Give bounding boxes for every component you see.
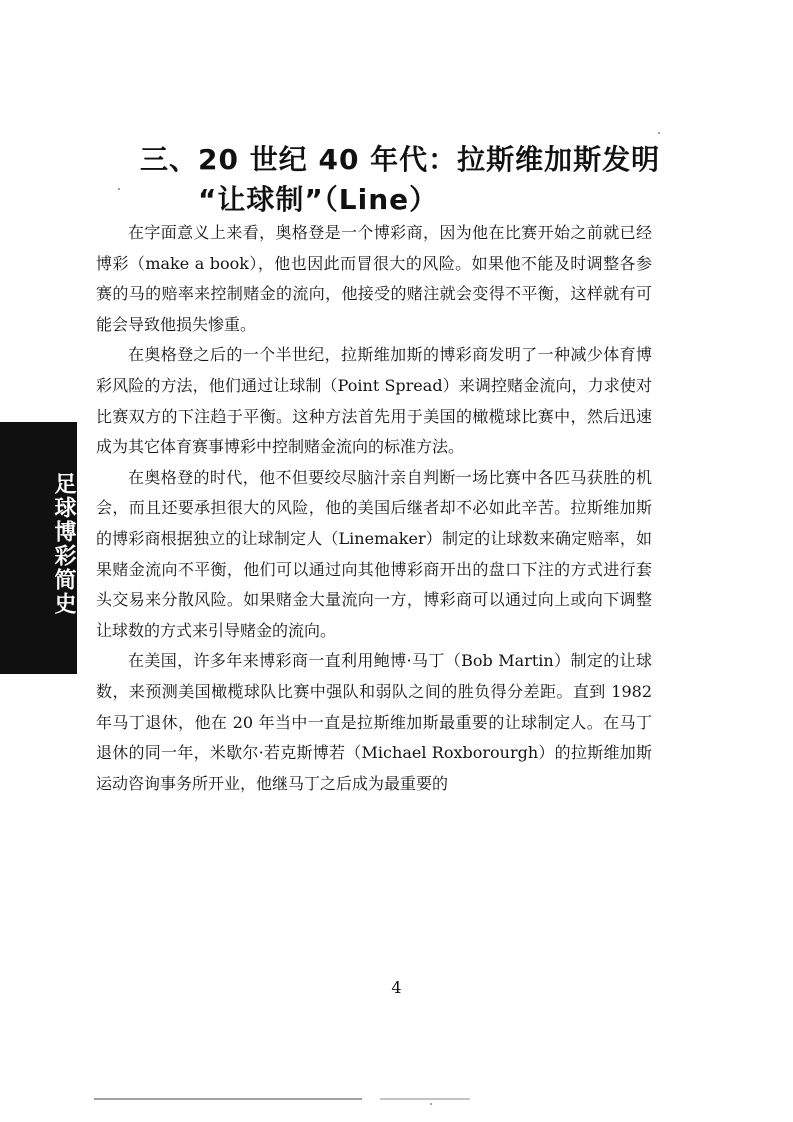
paragraph-1: 在字面意义上来看，奥格登是一个博彩商，因为他在比赛开始之前就已经博彩（make a book），他也因此而冒很大的风险。如果他不能及时调整各参赛的马的赔率来控制赌金的流向，他接受的赌注就会变得不平衡，这样就有可能会导致他损失惨重。 <box>96 223 652 334</box>
paragraph-4: 在美国，许多年来博彩商一直利用鲍博·马丁（Bob Martin）制定的让球数，来预测美国橄榄球队比赛中强队和弱队之间的胜负得分差距。直到 1982 年马丁退休，他在 20 年当中一直是拉斯维加斯最重要的让球制定人。在马丁退休的同一年，米歇尔·若克斯博若（Michael Roxborourgh）的拉斯维加斯运动咨询事务所开业，他继马丁之后成为最重要的 <box>96 651 652 793</box>
scan-dot <box>658 132 660 134</box>
paragraph-3: 在奥格登的时代，他不但要绞尽脑汁亲自判断一场比赛中各匹马获胜的机会，而且还要承担很大的风险，他的美国后继者却不必如此辛苦。拉斯维加斯的博彩商根据独立的让球制定人（Linemaker）制定的让球数来确定赔率，如果赌金流向不平衡，他们可以通过向其他博彩商开出的盘口下注的方式进行套头交易来分散风险。如果赌金大量流向一方，博彩商可以通过向上或向下调整让球数的方式来引导赌金的流向。 <box>96 467 652 640</box>
side-tab-label: 足球博彩简史 <box>51 472 76 616</box>
section-heading-line-1: 三、20 世纪 40 年代：拉斯维加斯发明 <box>140 143 661 176</box>
scan-streak <box>94 1098 362 1100</box>
paragraph-2: 在奥格登之后的一个半世纪，拉斯维加斯的博彩商发明了一种减少体育博彩风险的方法，他们通过让球制（Point Spread）来调控赌金流向，力求使对比赛双方的下注趋于平衡。这种方法首先用于美国的橄榄球比赛中，然后迅速成为其它体育赛事博彩中控制赌金流向的标准方法。 <box>96 345 652 457</box>
page-number: 4 <box>391 978 402 997</box>
scan-streak <box>380 1098 470 1100</box>
side-tab <box>0 422 77 674</box>
section-heading-line-2: “让球制”（Line） <box>198 183 439 216</box>
scan-dot <box>118 188 120 190</box>
scan-dot <box>430 1103 432 1105</box>
body-text <box>96 218 652 799</box>
section-heading <box>140 140 660 220</box>
